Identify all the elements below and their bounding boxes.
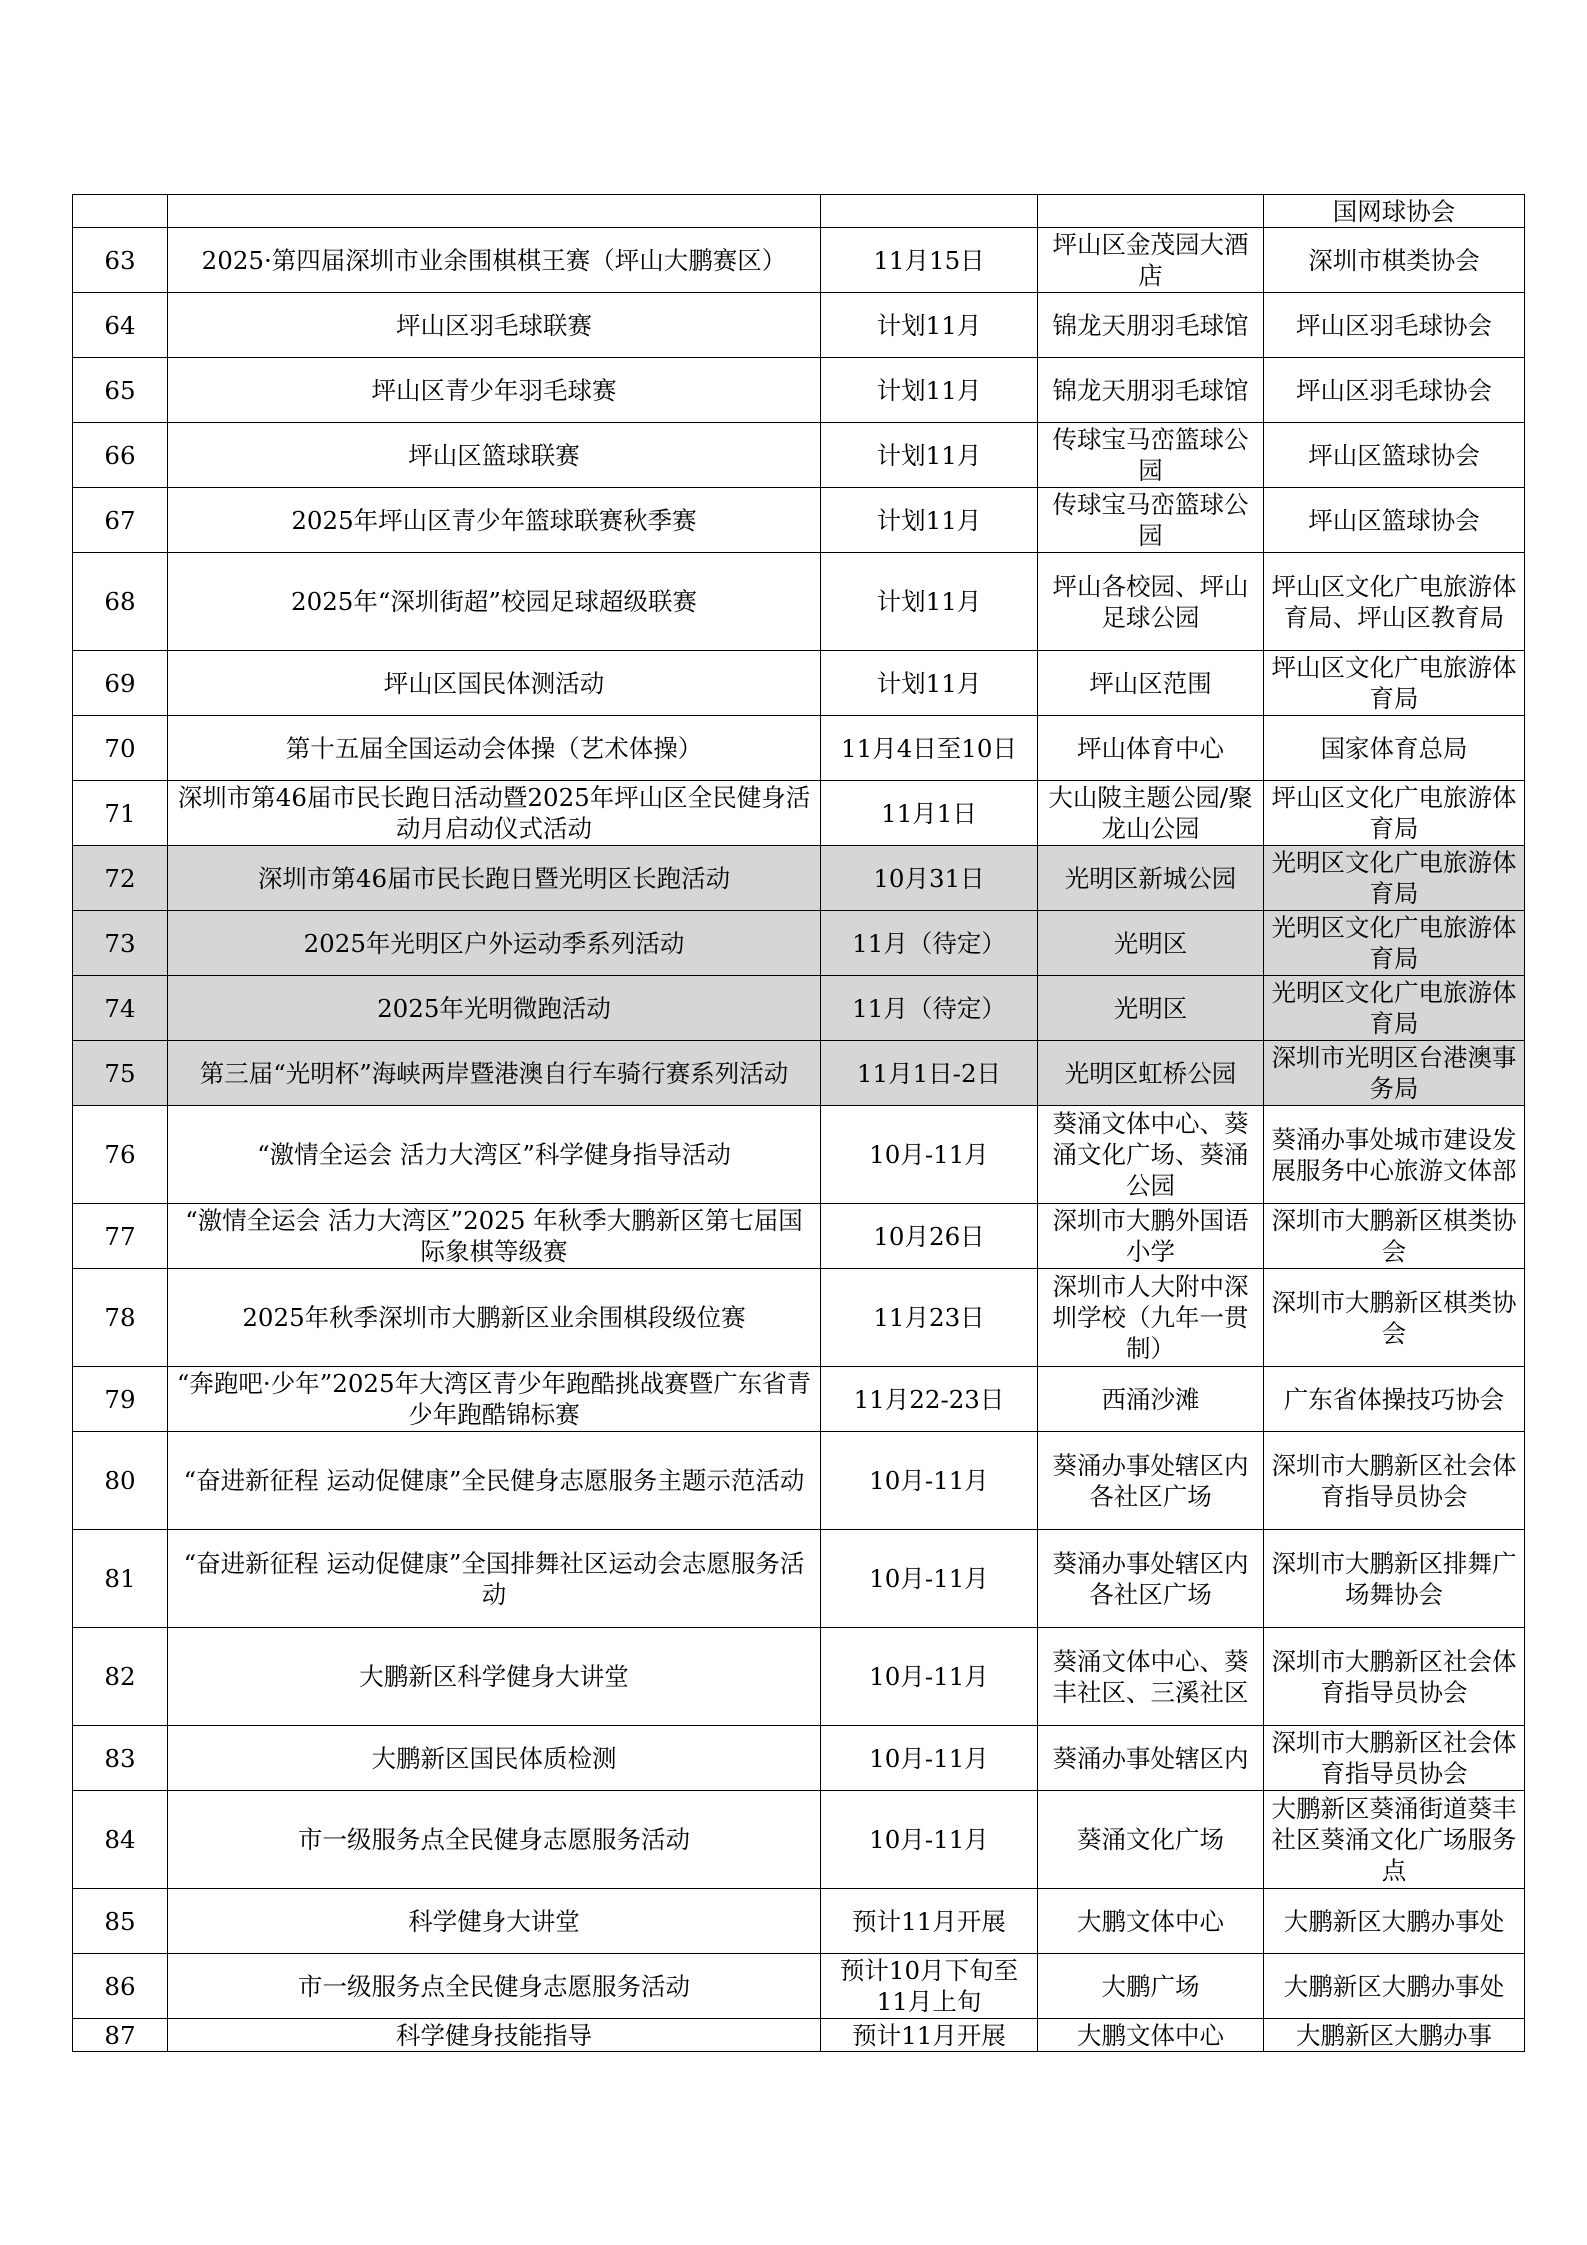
table-row (73, 1204, 1525, 1269)
event-name-cell: 2025年坪山区青少年篮球联赛秋季赛 (168, 488, 821, 553)
event-time-cell: 11月（待定） (821, 976, 1038, 1041)
table-row (73, 195, 1525, 228)
event-venue-cell: 深圳市大鹏外国语小学 (1038, 1204, 1264, 1269)
organizer-cell: 大鹏新区葵涌街道葵丰社区葵涌文化广场服务点 (1264, 1791, 1525, 1889)
event-name-cell: 2025年光明微跑活动 (168, 976, 821, 1041)
event-venue-cell: 西涌沙滩 (1038, 1367, 1264, 1432)
organizer-cell: 大鹏新区大鹏办事处 (1264, 1889, 1525, 1954)
organizer-cell: 葵涌办事处城市建设发展服务中心旅游文体部 (1264, 1106, 1525, 1204)
event-name-cell: “激情全运会 活力大湾区”2025 年秋季大鹏新区第七届国际象棋等级赛 (168, 1204, 821, 1269)
organizer-cell: 深圳市大鹏新区社会体育指导员协会 (1264, 1432, 1525, 1530)
event-name-cell: 大鹏新区科学健身大讲堂 (168, 1628, 821, 1726)
event-time-cell: 10月-11月 (821, 1432, 1038, 1530)
organizer-cell: 国家体育总局 (1264, 716, 1525, 781)
table-row (73, 911, 1525, 976)
event-venue-cell: 大鹏广场 (1038, 1954, 1264, 2019)
event-name-cell: 市一级服务点全民健身志愿服务活动 (168, 1791, 821, 1889)
organizer-cell: 深圳市大鹏新区棋类协会 (1264, 1269, 1525, 1367)
event-time-cell: 11月1日-2日 (821, 1041, 1038, 1106)
events-table-body (73, 195, 1525, 2052)
event-venue-cell: 葵涌办事处辖区内各社区广场 (1038, 1432, 1264, 1530)
event-time-cell: 10月26日 (821, 1204, 1038, 1269)
event-time-cell: 10月-11月 (821, 1530, 1038, 1628)
table-row (73, 976, 1525, 1041)
table-row (73, 651, 1525, 716)
row-number-cell: 70 (73, 716, 168, 781)
event-venue-cell: 坪山区金茂园大酒店 (1038, 228, 1264, 293)
event-venue-cell: 光明区新城公园 (1038, 846, 1264, 911)
event-venue-cell: 传球宝马峦篮球公园 (1038, 488, 1264, 553)
table-row (73, 1726, 1525, 1791)
events-table (72, 194, 1525, 2052)
event-venue-cell: 锦龙天朋羽毛球馆 (1038, 293, 1264, 358)
event-name-cell: “激情全运会 活力大湾区”科学健身指导活动 (168, 1106, 821, 1204)
event-venue-cell: 葵涌办事处辖区内各社区广场 (1038, 1530, 1264, 1628)
table-row (73, 781, 1525, 846)
row-number-cell: 85 (73, 1889, 168, 1954)
event-time-cell: 预计11月开展 (821, 2019, 1038, 2052)
event-venue-cell: 葵涌文化广场 (1038, 1791, 1264, 1889)
event-name-cell: 坪山区羽毛球联赛 (168, 293, 821, 358)
event-venue-cell: 光明区 (1038, 976, 1264, 1041)
event-name-cell: 第十五届全国运动会体操（艺术体操） (168, 716, 821, 781)
event-time-cell: 10月-11月 (821, 1628, 1038, 1726)
table-row (73, 488, 1525, 553)
row-number-cell: 74 (73, 976, 168, 1041)
event-name-cell: 深圳市第46届市民长跑日活动暨2025年坪山区全民健身活动月启动仪式活动 (168, 781, 821, 846)
event-time-cell: 11月23日 (821, 1269, 1038, 1367)
table-row (73, 1530, 1525, 1628)
organizer-cell: 光明区文化广电旅游体育局 (1264, 911, 1525, 976)
event-venue-cell: 大山陂主题公园/聚龙山公园 (1038, 781, 1264, 846)
event-name-cell: 2025·第四届深圳市业余围棋棋王赛（坪山大鹏赛区） (168, 228, 821, 293)
row-number-cell (73, 195, 168, 228)
organizer-cell: 大鹏新区大鹏办事 (1264, 2019, 1525, 2052)
event-venue-cell: 深圳市人大附中深圳学校（九年一贯制） (1038, 1269, 1264, 1367)
event-name-cell: “奋进新征程 运动促健康”全国排舞社区运动会志愿服务活动 (168, 1530, 821, 1628)
event-venue-cell: 坪山各校园、坪山足球公园 (1038, 553, 1264, 651)
event-name-cell: 科学健身技能指导 (168, 2019, 821, 2052)
event-time-cell: 10月-11月 (821, 1106, 1038, 1204)
event-name-cell: 2025年光明区户外运动季系列活动 (168, 911, 821, 976)
row-number-cell: 79 (73, 1367, 168, 1432)
row-number-cell: 83 (73, 1726, 168, 1791)
row-number-cell: 69 (73, 651, 168, 716)
row-number-cell: 66 (73, 423, 168, 488)
event-time-cell: 计划11月 (821, 423, 1038, 488)
table-row (73, 1106, 1525, 1204)
event-time-cell: 计划11月 (821, 358, 1038, 423)
event-venue-cell: 大鹏文体中心 (1038, 2019, 1264, 2052)
event-name-cell: 深圳市第46届市民长跑日暨光明区长跑活动 (168, 846, 821, 911)
row-number-cell: 84 (73, 1791, 168, 1889)
table-row (73, 228, 1525, 293)
event-time-cell: 预计10月下旬至11月上旬 (821, 1954, 1038, 2019)
event-time-cell: 10月-11月 (821, 1726, 1038, 1791)
event-time-cell: 计划11月 (821, 488, 1038, 553)
table-row (73, 1889, 1525, 1954)
event-time-cell: 10月31日 (821, 846, 1038, 911)
event-name-cell (168, 195, 821, 228)
organizer-cell: 深圳市大鹏新区社会体育指导员协会 (1264, 1628, 1525, 1726)
event-time-cell: 10月-11月 (821, 1791, 1038, 1889)
table-row (73, 1954, 1525, 2019)
event-venue-cell: 葵涌文体中心、葵涌文化广场、葵涌公园 (1038, 1106, 1264, 1204)
event-time-cell: 计划11月 (821, 293, 1038, 358)
organizer-cell: 光明区文化广电旅游体育局 (1264, 976, 1525, 1041)
table-row (73, 358, 1525, 423)
organizer-cell: 坪山区文化广电旅游体育局、坪山区教育局 (1264, 553, 1525, 651)
event-venue-cell: 葵涌文体中心、葵丰社区、三溪社区 (1038, 1628, 1264, 1726)
event-name-cell: 2025年“深圳街超”校园足球超级联赛 (168, 553, 821, 651)
organizer-cell: 坪山区篮球协会 (1264, 423, 1525, 488)
row-number-cell: 72 (73, 846, 168, 911)
table-row (73, 1791, 1525, 1889)
event-venue-cell (1038, 195, 1264, 228)
event-name-cell: 大鹏新区国民体质检测 (168, 1726, 821, 1791)
table-row (73, 1367, 1525, 1432)
organizer-cell: 坪山区羽毛球协会 (1264, 358, 1525, 423)
event-name-cell: 市一级服务点全民健身志愿服务活动 (168, 1954, 821, 2019)
organizer-cell: 坪山区文化广电旅游体育局 (1264, 781, 1525, 846)
event-time-cell: 计划11月 (821, 553, 1038, 651)
row-number-cell: 80 (73, 1432, 168, 1530)
event-venue-cell: 大鹏文体中心 (1038, 1889, 1264, 1954)
organizer-cell: 坪山区文化广电旅游体育局 (1264, 651, 1525, 716)
event-time-cell: 11月（待定） (821, 911, 1038, 976)
event-venue-cell: 光明区 (1038, 911, 1264, 976)
event-time-cell: 11月1日 (821, 781, 1038, 846)
event-name-cell: 科学健身大讲堂 (168, 1889, 821, 1954)
row-number-cell: 73 (73, 911, 168, 976)
event-time-cell (821, 195, 1038, 228)
table-row (73, 716, 1525, 781)
row-number-cell: 87 (73, 2019, 168, 2052)
row-number-cell: 86 (73, 1954, 168, 2019)
table-row (73, 1041, 1525, 1106)
row-number-cell: 77 (73, 1204, 168, 1269)
event-venue-cell: 葵涌办事处辖区内 (1038, 1726, 1264, 1791)
row-number-cell: 75 (73, 1041, 168, 1106)
organizer-cell: 深圳市大鹏新区棋类协会 (1264, 1204, 1525, 1269)
event-venue-cell: 坪山体育中心 (1038, 716, 1264, 781)
organizer-cell: 坪山区篮球协会 (1264, 488, 1525, 553)
event-name-cell: “奔跑吧·少年”2025年大湾区青少年跑酷挑战赛暨广东省青少年跑酷锦标赛 (168, 1367, 821, 1432)
event-time-cell: 预计11月开展 (821, 1889, 1038, 1954)
row-number-cell: 65 (73, 358, 168, 423)
table-row (73, 423, 1525, 488)
organizer-cell: 光明区文化广电旅游体育局 (1264, 846, 1525, 911)
event-name-cell: 坪山区青少年羽毛球赛 (168, 358, 821, 423)
organizer-cell: 深圳市光明区台港澳事务局 (1264, 1041, 1525, 1106)
table-row (73, 1432, 1525, 1530)
table-row (73, 846, 1525, 911)
row-number-cell: 71 (73, 781, 168, 846)
organizer-cell: 深圳市棋类协会 (1264, 228, 1525, 293)
organizer-cell: 深圳市大鹏新区排舞广场舞协会 (1264, 1530, 1525, 1628)
organizer-cell: 大鹏新区大鹏办事处 (1264, 1954, 1525, 2019)
event-name-cell: 坪山区国民体测活动 (168, 651, 821, 716)
table-row (73, 553, 1525, 651)
event-venue-cell: 坪山区范围 (1038, 651, 1264, 716)
event-name-cell: 第三届“光明杯”海峡两岸暨港澳自行车骑行赛系列活动 (168, 1041, 821, 1106)
event-venue-cell: 光明区虹桥公园 (1038, 1041, 1264, 1106)
row-number-cell: 78 (73, 1269, 168, 1367)
event-time-cell: 11月22-23日 (821, 1367, 1038, 1432)
row-number-cell: 67 (73, 488, 168, 553)
table-row (73, 1628, 1525, 1726)
event-time-cell: 11月15日 (821, 228, 1038, 293)
organizer-cell: 深圳市大鹏新区社会体育指导员协会 (1264, 1726, 1525, 1791)
row-number-cell: 64 (73, 293, 168, 358)
row-number-cell: 63 (73, 228, 168, 293)
event-venue-cell: 锦龙天朋羽毛球馆 (1038, 358, 1264, 423)
event-time-cell: 11月4日至10日 (821, 716, 1038, 781)
event-venue-cell: 传球宝马峦篮球公园 (1038, 423, 1264, 488)
organizer-cell: 国网球协会 (1264, 195, 1525, 228)
row-number-cell: 81 (73, 1530, 168, 1628)
event-name-cell: “奋进新征程 运动促健康”全民健身志愿服务主题示范活动 (168, 1432, 821, 1530)
event-time-cell: 计划11月 (821, 651, 1038, 716)
row-number-cell: 76 (73, 1106, 168, 1204)
table-row (73, 2019, 1525, 2052)
table-row (73, 1269, 1525, 1367)
row-number-cell: 68 (73, 553, 168, 651)
organizer-cell: 广东省体操技巧协会 (1264, 1367, 1525, 1432)
event-name-cell: 2025年秋季深圳市大鹏新区业余围棋段级位赛 (168, 1269, 821, 1367)
row-number-cell: 82 (73, 1628, 168, 1726)
table-row (73, 293, 1525, 358)
organizer-cell: 坪山区羽毛球协会 (1264, 293, 1525, 358)
event-name-cell: 坪山区篮球联赛 (168, 423, 821, 488)
